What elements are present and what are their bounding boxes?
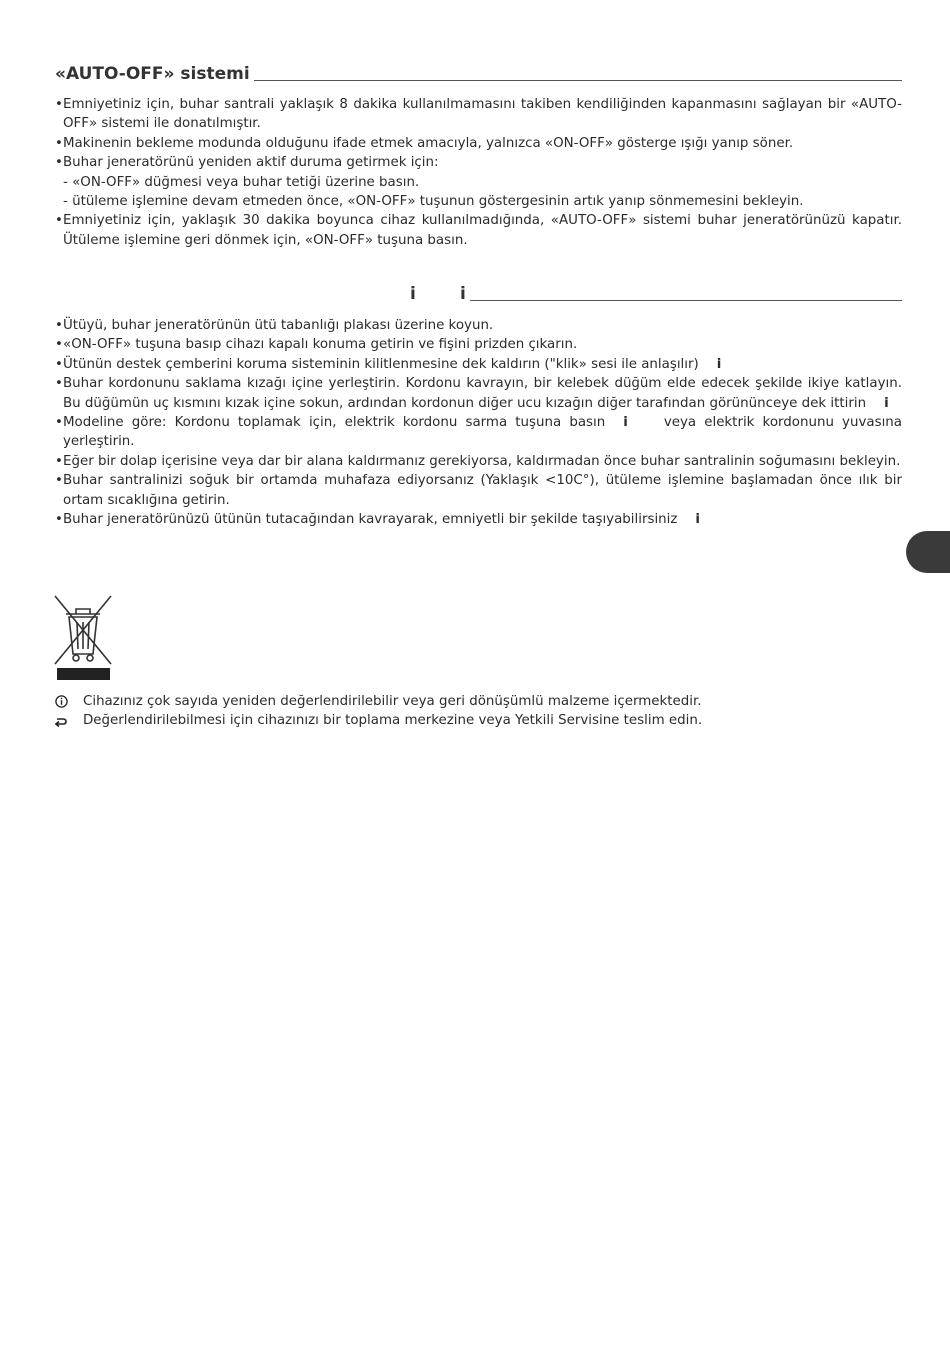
note-text: Cihazınız çok sayıda yeniden değerlendirilebilir veya geri dönüşümlü malzeme içermektedir. — [83, 694, 702, 709]
list-item-text: Ütüyü, buhar jeneratörünün ütü tabanlığı plakası üzerine koyun. — [63, 318, 494, 333]
language-tab-marker — [906, 531, 950, 573]
figure-ref: i — [695, 512, 700, 528]
list-item: - ütüleme işlemine devam etmeden önce, «ON-OFF» tuşunun göstergesinin artık yanıp sönmemesini bekleyin. — [63, 194, 804, 210]
recycling-notes — [55, 692, 902, 731]
weee-bin-icon — [52, 592, 114, 682]
note-row — [55, 692, 902, 711]
list-item — [55, 355, 902, 374]
list-item-text: Ütünün destek çemberini koruma sisteminin kilitlenmesine dek kaldırın ("klik» sesi ile anlaşılır) — [63, 356, 699, 372]
title-rule — [470, 300, 902, 301]
list-item — [55, 452, 902, 471]
list-item-text: Buhar santralinizi soğuk bir ortamda muhafaza ediyorsanız (Yaklaşık <10C°), ütüleme işlemine başlamadan önce ılık bir ortam sıcaklığına getirin. — [63, 473, 902, 508]
list-item: - «ON-OFF» düğmesi veya buhar tetiği üzerine basın. — [63, 174, 420, 190]
list-item — [55, 510, 902, 529]
list-item — [55, 374, 902, 413]
list-item-text: «ON-OFF» tuşuna basıp cihazı kapalı konuma getirin ve fişini prizden çıkarın. — [63, 337, 578, 353]
section-title-text — [55, 284, 466, 304]
list-item — [55, 471, 902, 510]
list-item-text: Modeline göre: Kordonu toplamak için, elektrik kordonu sarma tuşuna basın — [63, 415, 606, 431]
title-glyph-a: i — [410, 284, 416, 304]
figure-ref: i — [884, 395, 889, 411]
list-item-text: Eğer bir dolap içerisine veya dar bir alana kaldırmanız gerekiyorsa, kaldırmadan önce buhar santralinin soğumasını bekleyin. — [63, 453, 901, 469]
title-rule — [254, 80, 902, 81]
list-item: • Buhar jeneratörünü yeniden aktif duruma getirmek için: — [55, 153, 902, 172]
list-item: • Emniyetiniz için, buhar santrali yaklaşık 8 dakika kullanılmamasını takiben kendiliğinden kapanmasını sağlayan bir «AUTO-OFF» sistemi ile donatılmıştır. — [55, 95, 902, 134]
figure-ref: i — [716, 356, 722, 372]
list-item-text: Buhar kordonunu saklama kızağı içine yerleştirin. Kordonu kavrayın, bir kelebek düğüm elde edecek şekilde ikiye katlayın. Bu düğümün uç kısmını kızak içine sokun, ardından kordonun diğer ucu kızağın diğer tarafından görününceye dek ittirin — [63, 376, 902, 411]
title-glyph-b: i — [460, 284, 466, 304]
list-item — [55, 335, 902, 354]
note-row — [55, 711, 902, 730]
list-item: • Emniyetiniz için, yaklaşık 30 dakika boyunca cihaz kullanılmadığında, «AUTO-OFF» sistemi buhar jeneratörünüzü kapatır. Ütüleme işlemine geri dönmek için, «ON-OFF» tuşuna basın. — [55, 211, 902, 250]
list-item: • Makinenin bekleme modunda olduğunu ifade etmek amacıyla, yalnızca «ON-OFF» gösterge ışığı yanıp söner. — [55, 134, 902, 153]
note-text: Değerlendirilebilmesi için cihazınızı bir toplama merkezine veya Yetkili Servisine teslim edin. — [83, 713, 703, 729]
auto-off-list — [55, 95, 902, 250]
section-title-text: «AUTO-OFF» sistemi — [55, 64, 250, 84]
arrow-icon — [55, 715, 83, 728]
list-item — [55, 413, 902, 452]
list-item-text: Buhar jeneratörünüzü ütünün tutacağından kavrayarak, emniyetli bir şekilde taşıyabilirsiniz — [63, 512, 678, 528]
section-title-auto-off — [55, 64, 902, 84]
info-icon — [55, 695, 83, 708]
list-item — [55, 316, 902, 335]
figure-ref: i — [623, 415, 628, 431]
section-title-storage — [55, 284, 902, 304]
list-item-text-after: veya elektrik kordonunu yuvasına yerleştirin. — [63, 415, 902, 450]
storage-list — [55, 316, 902, 529]
